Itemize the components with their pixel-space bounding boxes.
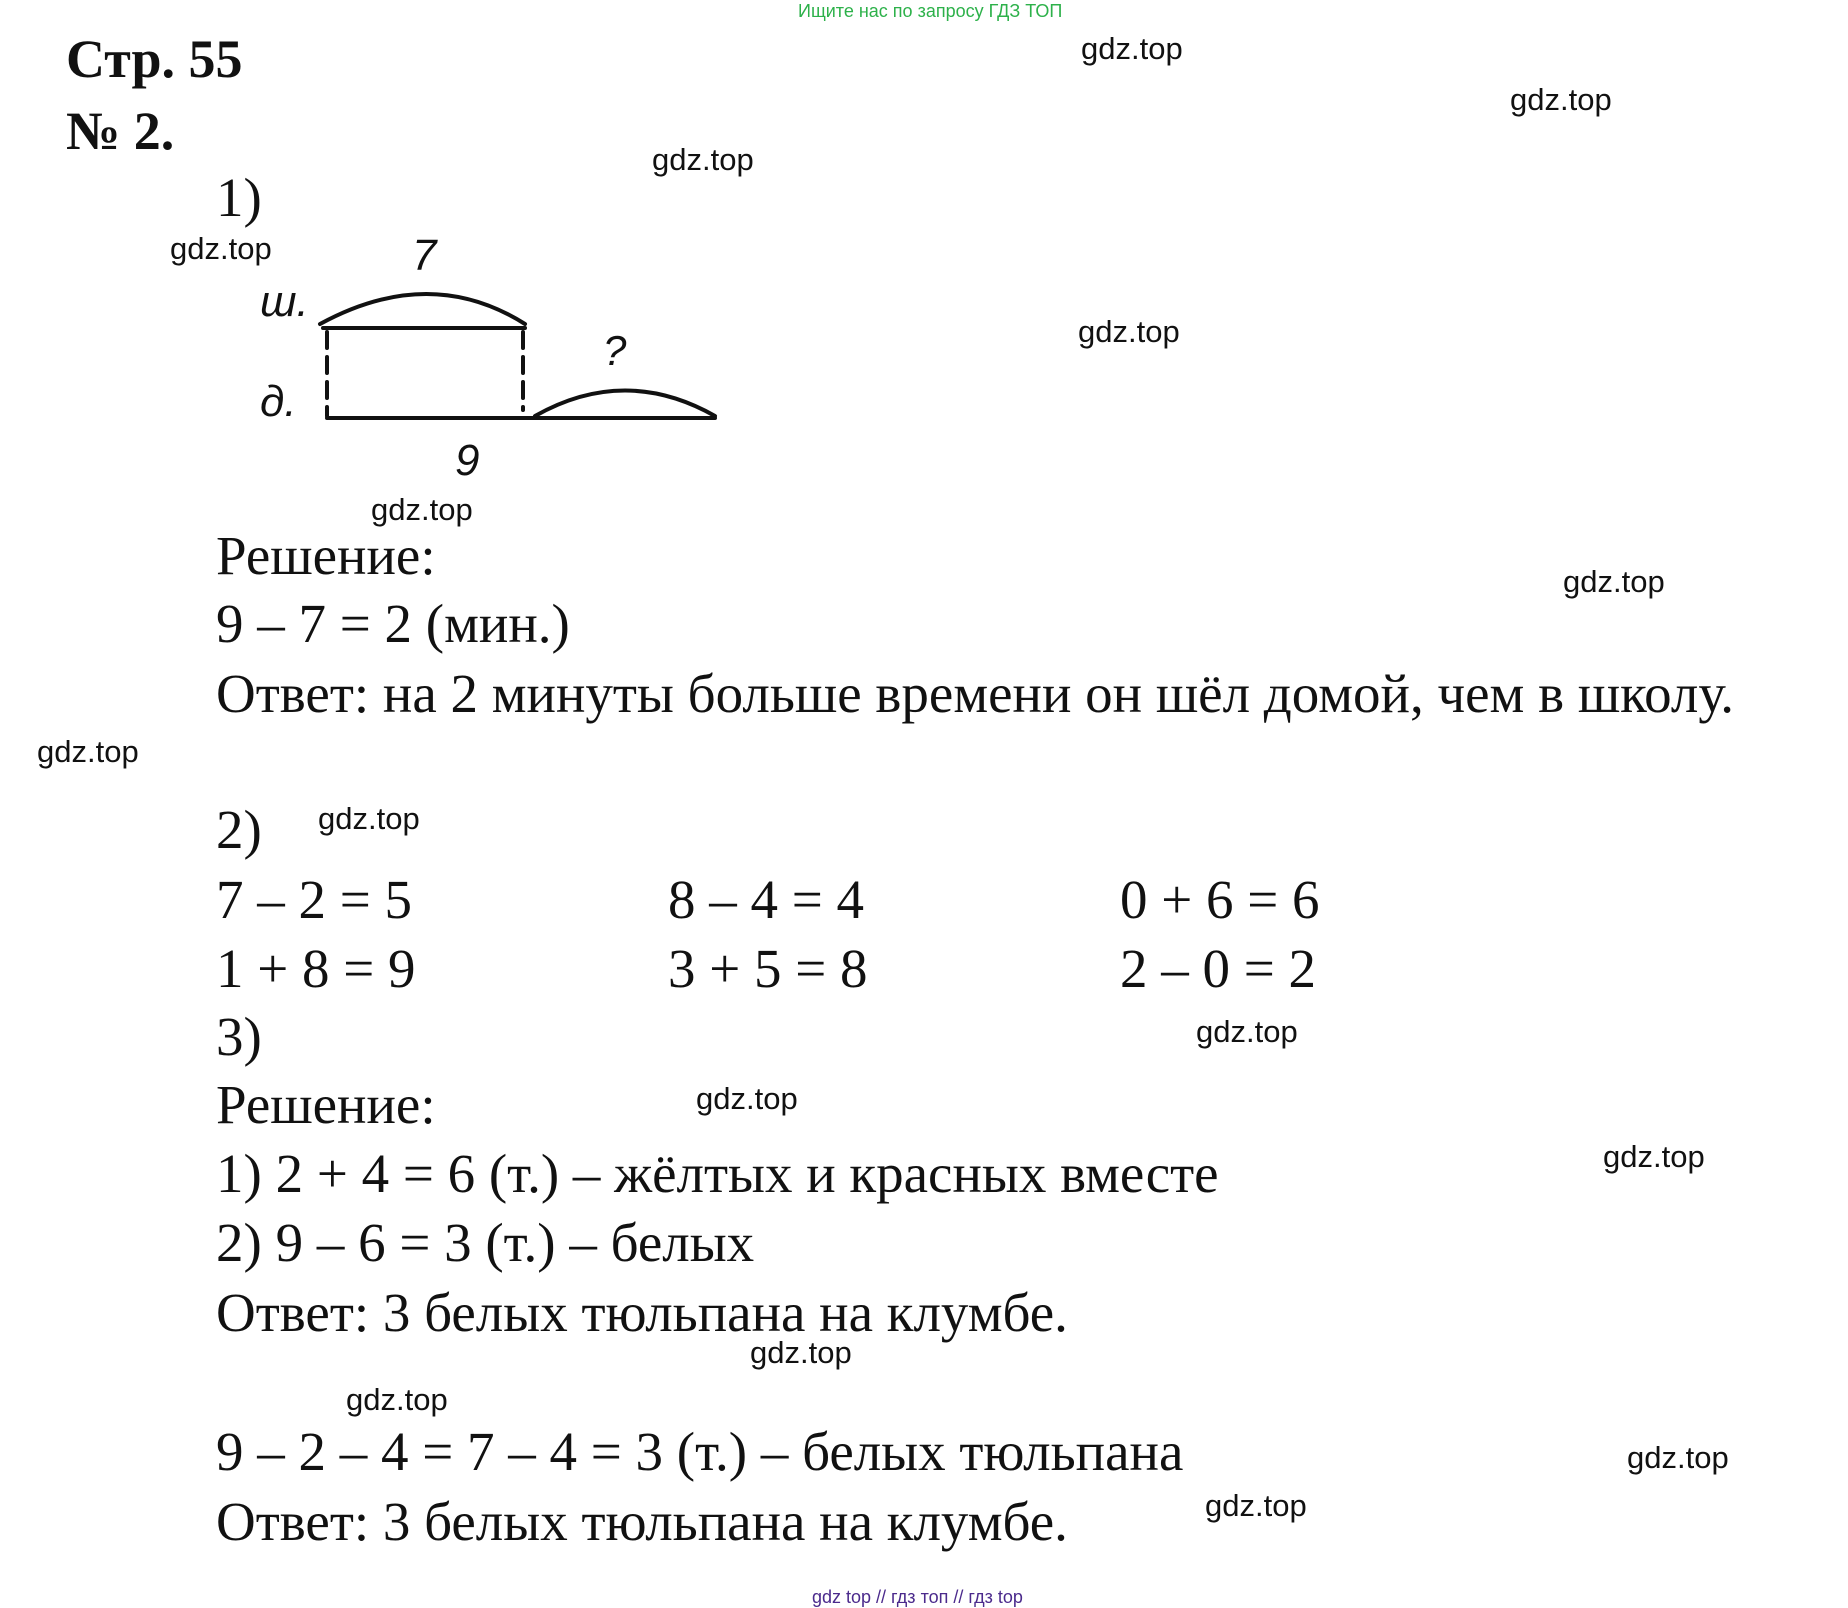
watermark: gdz.top: [750, 1335, 852, 1370]
watermark: gdz.top: [346, 1382, 448, 1417]
part2-cell: 2 – 0 = 2: [1120, 938, 1317, 999]
diagram-row1-label: ш.: [260, 277, 309, 326]
part2-cell: 7 – 2 = 5: [216, 869, 413, 930]
part3-step1: 1) 2 + 4 = 6 (т.) – жёлтых и красных вместе: [216, 1143, 1219, 1204]
part3-label: 3): [216, 1006, 262, 1067]
part3-solution-label: Решение:: [216, 1074, 436, 1135]
part2-cell: 1 + 8 = 9: [216, 938, 416, 999]
unknown-bracket-arc: [535, 391, 715, 417]
segment-diagram: [250, 231, 730, 490]
top-bracket-arc: [320, 294, 525, 324]
part2-cell: 3 + 5 = 8: [668, 938, 868, 999]
part1-label: 1): [216, 167, 262, 228]
watermark: gdz.top: [1603, 1139, 1705, 1174]
watermark: gdz.top: [652, 142, 754, 177]
watermark: gdz.top: [1205, 1488, 1307, 1523]
task-heading: № 2.: [66, 101, 175, 161]
watermark: gdz.top: [1563, 564, 1665, 599]
diagram-unknown-mark: ?: [603, 327, 627, 374]
part3-step2: 2) 9 – 6 = 3 (т.) – белых: [216, 1212, 755, 1273]
top-banner[interactable]: Ищите нас по запросу ГДЗ ТОП: [798, 1, 1063, 21]
watermark: gdz.top: [1081, 31, 1183, 66]
watermark: gdz.top: [1078, 314, 1180, 349]
part2-cell: 0 + 6 = 6: [1120, 869, 1320, 930]
watermark: gdz.top: [1196, 1014, 1298, 1049]
part3-answer2: Ответ: 3 белых тюльпана на клумбе.: [216, 1491, 1068, 1552]
watermark: gdz.top: [371, 492, 473, 527]
page-heading: Стр. 55: [66, 29, 243, 89]
part2-cell: 8 – 4 = 4: [668, 869, 865, 930]
part1-solution-label: Решение:: [216, 525, 436, 586]
part1-answer: Ответ: на 2 минуты больше времени он шёл домой, чем в школу.: [216, 663, 1735, 724]
diagram-row2-label: д.: [260, 377, 297, 426]
footer-links[interactable]: gdz top // гдз топ // гдз top: [812, 1587, 1023, 1607]
watermark: gdz.top: [170, 231, 272, 266]
part3-answer1: Ответ: 3 белых тюльпана на клумбе.: [216, 1282, 1068, 1343]
part2-label: 2): [216, 799, 262, 860]
part1-equation: 9 – 7 = 2 (мин.): [216, 593, 570, 654]
watermark: gdz.top: [318, 801, 420, 836]
watermark: gdz.top: [696, 1081, 798, 1116]
diagram-bottom-value: 9: [455, 436, 480, 485]
watermark: gdz.top: [37, 734, 139, 769]
diagram-top-value: 7: [412, 231, 437, 280]
watermark: gdz.top: [1627, 1440, 1729, 1475]
watermark: gdz.top: [1510, 82, 1612, 117]
part3-alt-equation: 9 – 2 – 4 = 7 – 4 = 3 (т.) – белых тюльпана: [216, 1421, 1184, 1482]
